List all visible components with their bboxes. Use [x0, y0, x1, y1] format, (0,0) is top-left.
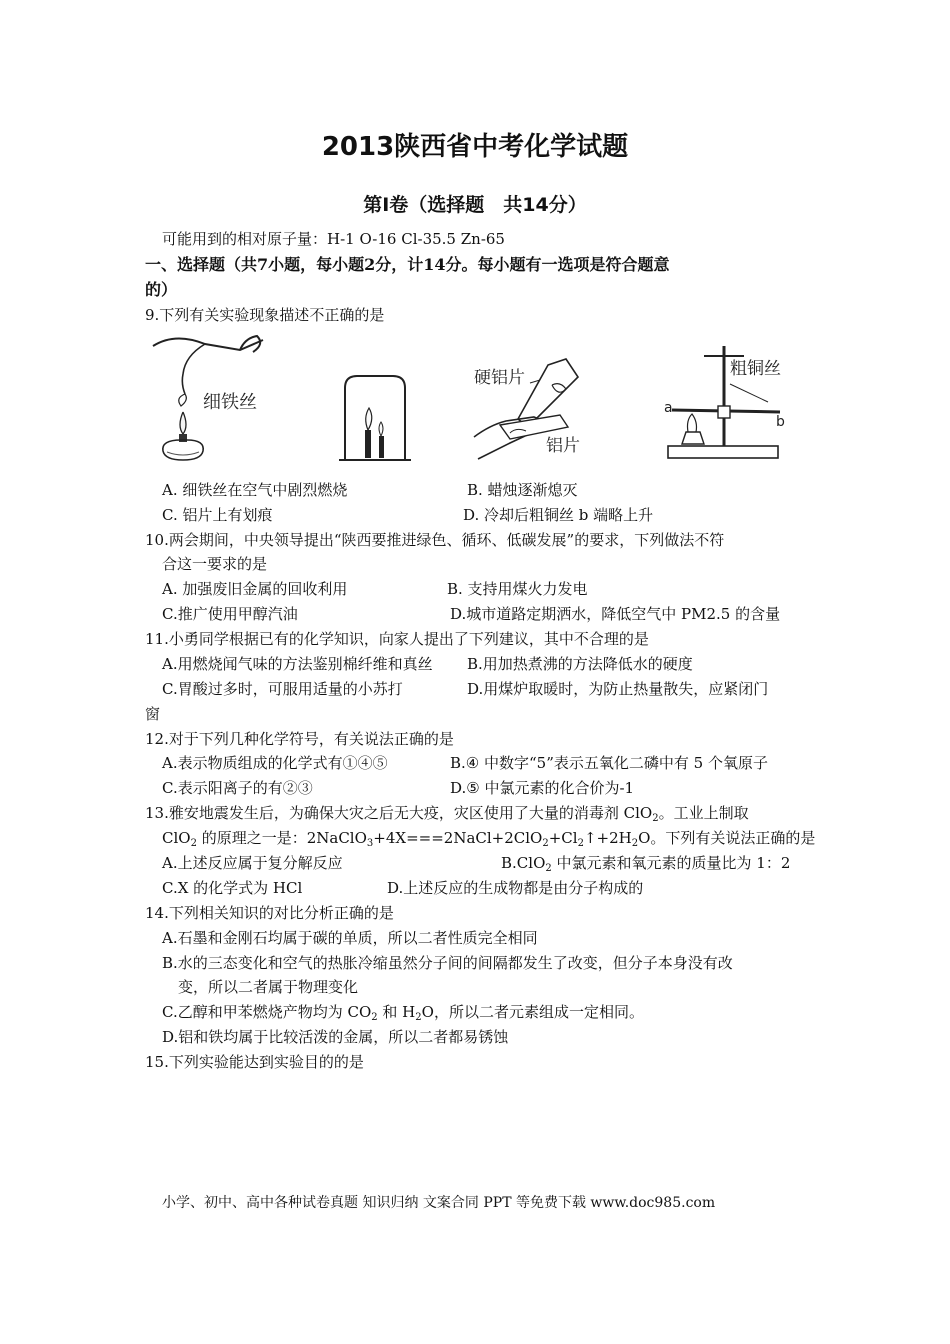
q10-option-a: A. 加强废旧金属的回收利用 — [162, 580, 348, 598]
q11-option-d: D.用煤炉取暖时，为防止热量散失，应紧闭门 — [467, 680, 769, 698]
question-9-stem: 9.下列有关实验现象描述不正确的是 — [145, 306, 385, 324]
label-copper-wire: 粗铜丝 — [730, 359, 781, 379]
q9-option-a: A. 细铁丝在空气中剧烈燃烧 — [162, 481, 348, 499]
label-aluminum-sheet: 铝片 — [546, 436, 580, 456]
q11-option-c: C.胃酸过多时，可服用适量的小苏打 — [162, 680, 403, 698]
label-end-a: a — [664, 400, 673, 416]
atomic-masses: 可能用到的相对原子量：H-1 O-16 Cl-35.5 Zn-65 — [162, 230, 505, 248]
question-13-stem: 13.雅安地震发生后，为确保大灾之后无大疫，灾区使用了大量的消毒剂 ClO$_2$。工业上制取 — [145, 804, 749, 824]
section-heading-cont: 的） — [145, 280, 178, 299]
q12-option-c: C.表示阳离子的有②③ — [162, 779, 313, 797]
q12-option-b: B.④ 中数字“5”表示五氧化二磷中有 5 个氧原子 — [450, 754, 768, 772]
q11-option-d-cont: 窗 — [145, 705, 161, 723]
question-11-stem: 11.小勇同学根据已有的化学知识，向家人提出了下列建议，其中不合理的是 — [145, 630, 649, 648]
q10-option-c: C.推广使用甲醇汽油 — [162, 605, 298, 623]
q11-option-b: B.用加热煮沸的方法降低水的硬度 — [467, 655, 693, 673]
q10-option-b: B. 支持用煤火力发电 — [447, 580, 588, 598]
question-10-stem: 10.两会期间，中央领导提出“陕西要推进绿色、循环、低碳发展”的要求，下列做法不符 — [145, 531, 725, 549]
q9-option-b: B. 蜡烛逐渐熄灭 — [467, 481, 578, 499]
q13-option-a: A.上述反应属于复分解反应 — [162, 854, 343, 872]
q12-option-a: A.表示物质组成的化学式有①④⑤ — [162, 754, 388, 772]
q14-option-b-cont: 变，所以二者属于物理变化 — [178, 978, 359, 996]
q13-option-b: B.ClO$_2$ 中氯元素和氧元素的质量比为 1：2 — [501, 854, 791, 874]
q9-option-d: D. 冷却后粗铜丝 b 端略上升 — [463, 506, 654, 524]
q13-option-c: C.X 的化学式为 HCl — [162, 879, 303, 897]
figure-copper-wire — [660, 342, 790, 462]
question-12-stem: 12.对于下列几种化学符号，有关说法正确的是 — [145, 730, 454, 748]
page-title: 2013陕西省中考化学试题 — [321, 132, 629, 162]
figure-aluminum — [470, 355, 610, 465]
q11-option-a: A.用燃烧闻气味的方法鉴别棉纤维和真丝 — [162, 655, 433, 673]
label-hard-aluminum: 硬铝片 — [474, 368, 525, 388]
question-10-stem-cont: 合这一要求的是 — [162, 555, 268, 573]
q14-option-c: C.乙醇和甲苯燃烧产物均为 $CO_2$ 和 $H_2O$，所以二者元素组成一定相同。 — [162, 1003, 644, 1023]
figure-iron-wire — [145, 326, 305, 466]
label-end-b: b — [776, 414, 785, 430]
q13-option-d: D.上述反应的生成物都是由分子构成的 — [387, 879, 644, 897]
q9-option-c: C. 铝片上有划痕 — [162, 506, 273, 524]
label-iron-wire: 细铁丝 — [203, 392, 257, 413]
q14-option-d: D.铝和铁均属于比较活泼的金属，所以二者都易锈蚀 — [162, 1028, 509, 1046]
question-15-stem: 15.下列实验能达到实验目的的是 — [145, 1053, 364, 1071]
page-footer: 小学、初中、高中各种试卷真题 知识归纳 文案合同 PPT 等免费下载 www.doc985.com — [162, 1195, 716, 1211]
section-heading: 一、选择题（共7小题，每小题2分，计14分。每小题有一选项是符合题意 — [145, 255, 670, 274]
figure-candle — [335, 370, 415, 465]
q10-option-d: D.城市道路定期洒水，降低空气中 PM2.5 的含量 — [450, 605, 781, 623]
question-14-stem: 14.下列相关知识的对比分析正确的是 — [145, 904, 394, 922]
q14-option-b: B.水的三态变化和空气的热胀冷缩虽然分子间的间隔都发生了改变，但分子本身没有改 — [162, 954, 733, 972]
q14-option-a: A.石墨和金刚石均属于碳的单质，所以二者性质完全相同 — [162, 929, 538, 947]
section-subtitle: 第Ⅰ卷（选择题 共14分） — [363, 194, 587, 216]
question-13-stem-cont: ClO$_2$ 的原理之一是：$2NaClO_3+4X===2NaCl+2ClO_2+Cl_2↑+2H_2O$。下列有关说法正确的是 — [162, 829, 816, 849]
q12-option-d: D.⑤ 中氯元素的化合价为-1 — [450, 779, 635, 797]
